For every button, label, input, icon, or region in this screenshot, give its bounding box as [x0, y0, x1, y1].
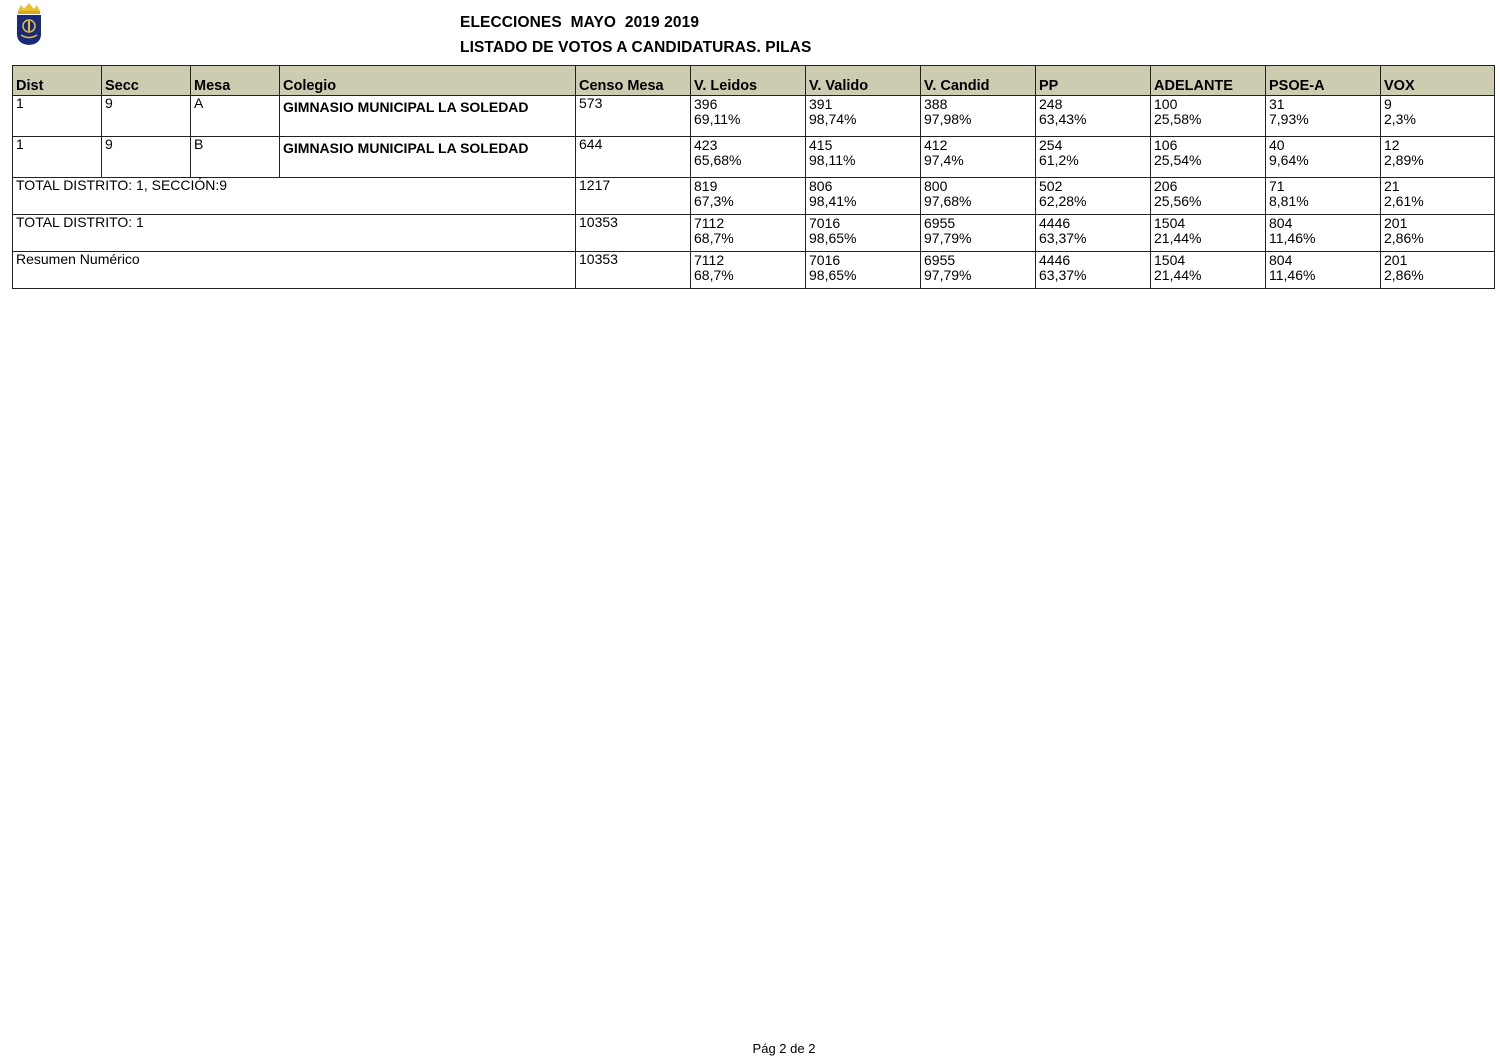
cell-leidos: 7112 68,7%: [691, 252, 806, 289]
col-header-psoe: PSOE-A: [1266, 66, 1381, 96]
summary-row: [13, 252, 1495, 289]
cell-leidos: 423 65,68%: [691, 137, 806, 178]
col-header-vox: VOX: [1381, 66, 1495, 96]
cell-colegio: GIMNASIO MUNICIPAL LA SOLEDAD: [280, 137, 576, 178]
cell-psoe: 31 7,93%: [1266, 96, 1381, 137]
cell-censo: 573: [576, 96, 691, 137]
cell-censo: 644: [576, 137, 691, 178]
total-label: TOTAL DISTRITO: 1, SECCIÓN:9: [13, 178, 576, 215]
cell-candid: 6955 97,79%: [921, 252, 1036, 289]
total-label: TOTAL DISTRITO: 1: [13, 215, 576, 252]
table-row: [13, 96, 1495, 137]
col-header-mesa: Mesa: [191, 66, 280, 96]
cell-candid: 412 97,4%: [921, 137, 1036, 178]
cell-psoe: 71 8,81%: [1266, 178, 1381, 215]
col-header-colegio: Colegio: [280, 66, 576, 96]
cell-pp: 502 62,28%: [1036, 178, 1151, 215]
cell-vox: 201 2,86%: [1381, 252, 1495, 289]
table-header-row: [13, 66, 1495, 96]
cell-vox: 9 2,3%: [1381, 96, 1495, 137]
col-header-secc: Secc: [102, 66, 191, 96]
total-row-section: [13, 178, 1495, 215]
cell-censo: 10353: [576, 252, 691, 289]
cell-psoe: 804 11,46%: [1266, 215, 1381, 252]
cell-adelante: 206 25,56%: [1151, 178, 1266, 215]
cell-valido: 391 98,74%: [806, 96, 921, 137]
cell-vox: 21 2,61%: [1381, 178, 1495, 215]
cell-valido: 7016 98,65%: [806, 215, 921, 252]
cell-candid: 388 97,98%: [921, 96, 1036, 137]
cell-valido: 415 98,11%: [806, 137, 921, 178]
total-label: Resumen Numérico: [13, 252, 576, 289]
cell-colegio: GIMNASIO MUNICIPAL LA SOLEDAD: [280, 96, 576, 137]
total-row-district: [13, 215, 1495, 252]
cell-dist: 1: [13, 137, 102, 178]
col-header-dist: Dist: [13, 66, 102, 96]
report-title: ELECCIONES MAYO 2019 2019: [460, 14, 700, 31]
cell-candid: 800 97,68%: [921, 178, 1036, 215]
cell-candid: 6955 97,79%: [921, 215, 1036, 252]
table-row: [13, 137, 1495, 178]
cell-dist: 1: [13, 96, 102, 137]
cell-adelante: 1504 21,44%: [1151, 252, 1266, 289]
cell-adelante: 106 25,54%: [1151, 137, 1266, 178]
cell-psoe: 804 11,46%: [1266, 252, 1381, 289]
page-number: Pág 2 de 2: [752, 1041, 816, 1056]
report-subtitle: LISTADO DE VOTOS A CANDIDATURAS. PILAS: [460, 39, 812, 56]
cell-leidos: 819 67,3%: [691, 178, 806, 215]
cell-mesa: A: [191, 96, 280, 137]
col-header-adelante: ADELANTE: [1151, 66, 1266, 96]
cell-censo: 1217: [576, 178, 691, 215]
votes-table: [12, 65, 1495, 289]
cell-pp: 4446 63,37%: [1036, 252, 1151, 289]
cell-pp: 254 61,2%: [1036, 137, 1151, 178]
col-header-leidos: V. Leidos: [691, 66, 806, 96]
cell-pp: 4446 63,37%: [1036, 215, 1151, 252]
cell-mesa: B: [191, 137, 280, 178]
cell-pp: 248 63,43%: [1036, 96, 1151, 137]
cell-valido: 806 98,41%: [806, 178, 921, 215]
cell-secc: 9: [102, 137, 191, 178]
cell-valido: 7016 98,65%: [806, 252, 921, 289]
cell-secc: 9: [102, 96, 191, 137]
col-header-pp: PP: [1036, 66, 1151, 96]
col-header-valido: V. Valido: [806, 66, 921, 96]
col-header-censo: Censo Mesa: [576, 66, 691, 96]
cell-censo: 10353: [576, 215, 691, 252]
cell-psoe: 40 9,64%: [1266, 137, 1381, 178]
cell-adelante: 100 25,58%: [1151, 96, 1266, 137]
cell-vox: 12 2,89%: [1381, 137, 1495, 178]
cell-leidos: 396 69,11%: [691, 96, 806, 137]
cell-vox: 201 2,86%: [1381, 215, 1495, 252]
coat-of-arms-icon: [14, 2, 44, 46]
cell-adelante: 1504 21,44%: [1151, 215, 1266, 252]
cell-leidos: 7112 68,7%: [691, 215, 806, 252]
col-header-candid: V. Candid: [921, 66, 1036, 96]
